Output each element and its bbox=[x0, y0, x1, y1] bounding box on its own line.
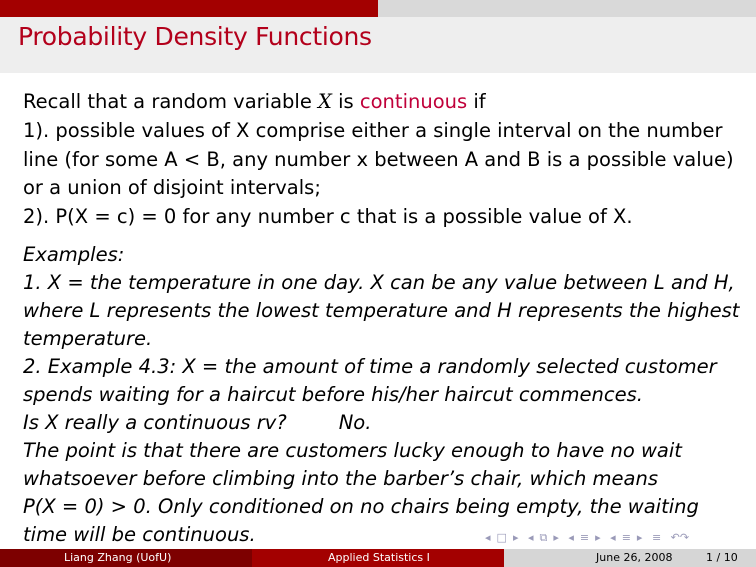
body-line-5: 2). P(X = c) = 0 for any number c that is a possible value of X. bbox=[23, 205, 633, 228]
example-line-7: The point is that there are customers lucky enough to have no wait bbox=[23, 439, 682, 462]
example-line-10: time will be continuous. bbox=[23, 523, 256, 546]
body-text: if bbox=[473, 90, 486, 113]
body-line-2: 1). possible values of X comprise either a single interval on the number bbox=[23, 119, 723, 142]
nav-prev-subsection-icon[interactable]: ◂ bbox=[527, 531, 534, 544]
nav-next-subsection-icon[interactable]: ▸ bbox=[553, 531, 559, 544]
examples-label: Examples: bbox=[23, 243, 125, 266]
beamer-navigation bbox=[485, 531, 695, 545]
align-icon[interactable]: ≡ bbox=[651, 531, 662, 544]
example-line-4: 2. Example 4.3: X = the amount of time a randomly selected customer bbox=[23, 355, 717, 378]
progress-fill bbox=[0, 0, 378, 17]
example-line-3: temperature. bbox=[23, 327, 153, 350]
section-icon[interactable]: ≡ bbox=[579, 531, 590, 544]
example-line-2: where L represents the lowest temperature and H represents the highest bbox=[23, 299, 740, 322]
body-text: is bbox=[338, 90, 354, 113]
footer-course-box bbox=[252, 549, 504, 567]
footer-author-box bbox=[0, 549, 252, 567]
progress-track bbox=[378, 0, 756, 17]
part-icon[interactable]: ≡ bbox=[621, 531, 631, 544]
answer-text: No. bbox=[338, 411, 372, 434]
nav-prev-section-icon[interactable]: ◂ bbox=[568, 531, 574, 544]
body-line-1 bbox=[23, 90, 486, 114]
body-text: Recall that a random variable bbox=[23, 90, 312, 113]
example-line-9: P(X = 0) > 0. Only conditioned on no chairs being empty, the waiting bbox=[23, 495, 699, 518]
search-back-icon[interactable]: ↶↷ bbox=[670, 531, 690, 544]
progress-bar bbox=[0, 0, 756, 17]
question-text: Is X really a continuous rv? bbox=[23, 411, 287, 434]
highlight-term: continuous bbox=[359, 90, 468, 113]
example-line-8: whatsoever before climbing into the barber’s chair, which means bbox=[23, 467, 658, 490]
example-line-5: spends waiting for a haircut before his/her haircut commences. bbox=[23, 383, 643, 406]
body-line-4: or a union of disjoint intervals; bbox=[23, 176, 321, 199]
example-line-1: 1. X = the temperature in one day. X can be any value between L and H, bbox=[23, 271, 735, 294]
nav-next-part-icon[interactable]: ▸ bbox=[636, 531, 643, 544]
body-line-3: line (for some A < B, any number x between A and B is a possible value) bbox=[23, 148, 734, 171]
footer-author: Liang Zhang (UofU) bbox=[64, 551, 172, 564]
footer-info-box bbox=[504, 549, 756, 567]
math-var: X bbox=[318, 90, 332, 113]
footer-date: June 26, 2008 bbox=[596, 551, 673, 564]
nav-prev-part-icon[interactable]: ◂ bbox=[610, 531, 616, 544]
example-line-6 bbox=[23, 411, 371, 435]
subsection-icon[interactable]: ⧉ bbox=[539, 531, 548, 544]
slide-title: Probability Density Functions bbox=[18, 22, 372, 51]
nav-next-frame-icon[interactable]: ▸ bbox=[512, 531, 519, 544]
footer-page: 1 / 10 bbox=[706, 551, 738, 564]
nav-prev-frame-icon[interactable]: ◂ bbox=[485, 531, 491, 544]
footer-course: Applied Statistics I bbox=[328, 551, 430, 564]
frame-icon[interactable]: □ bbox=[496, 531, 507, 544]
nav-next-section-icon[interactable]: ▸ bbox=[595, 531, 601, 544]
footer bbox=[0, 549, 756, 567]
